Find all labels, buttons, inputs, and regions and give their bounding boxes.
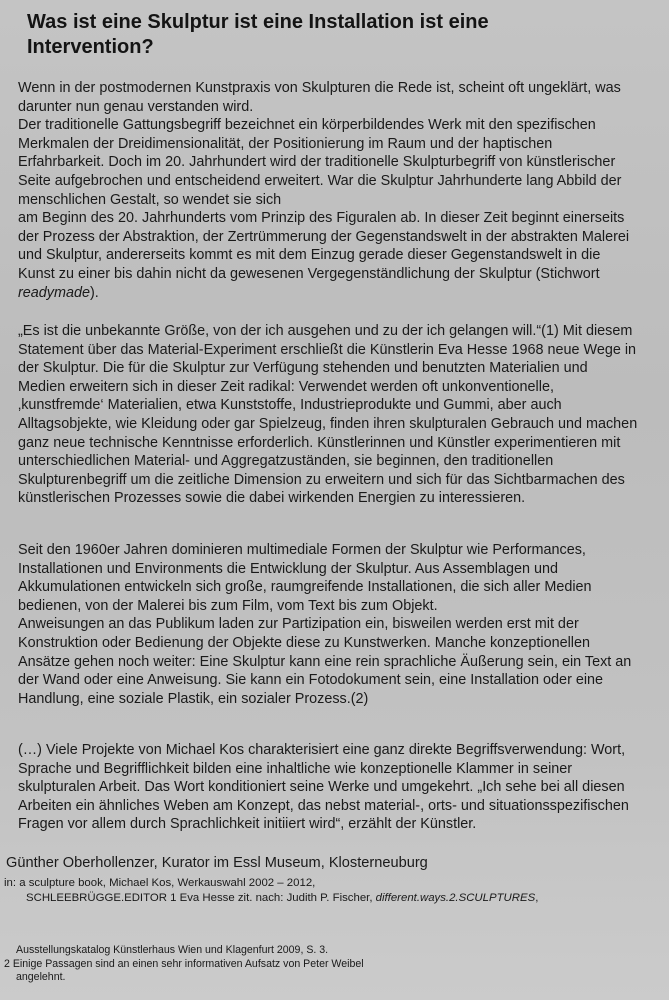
text-line: Anweisungen an das Publikum laden zur Partizipation ein, bisweilen werden erst mit der (18, 616, 579, 633)
source-fragment: , (535, 891, 539, 904)
text-line: Ansätze gehen noch weiter: Eine Skulptur kann eine rein sprachliche Äußerung sein, ein Text an (18, 653, 632, 670)
text-line: Skulpturenbegriff um die zeitliche Dimension zu erweitern und sich für das Sichtbarmachen des (18, 471, 625, 488)
text-line: Handlung, eine soziale Plastik, ein sozialer Prozess.(2) (18, 690, 369, 707)
text-line: Sprache und Begrifflichkeit bilden eine inhaltliche wie konzeptionelle Klammer in seiner (18, 760, 573, 777)
text-line: darunter nun genau verstanden wird. (18, 98, 254, 115)
footnote-line: angelehnt. (16, 971, 66, 983)
text-fragment: ). (90, 284, 99, 301)
title-line: Was ist eine Skulptur ist eine Installation ist eine (27, 11, 489, 33)
text-line: und Skulptur, andererseits kommt es mit dem Einzug gerade dieser Gegenstandswelt in die (18, 247, 601, 264)
text-line: der Wand oder eine Anweisung. Sie kann ein Fotodokument sein, eine Installation oder eine (18, 672, 604, 689)
text-line: Akkumulationen entwickeln sich große, raumgreifende Installationen, die sich aller Medien (18, 579, 592, 596)
text-line: ‚kunstfremde‘ Materialien, etwa Kunststoffe, Industrieprodukte und Gummi, aber auch (18, 397, 562, 414)
text-line: Seite aufgebrochen und entscheidend erweitert. War die Skulptur Jahrhunderte lang Abbild der (18, 172, 622, 189)
text-line: Alltagsobjekte, wie Kleidung oder gar Spielzeug, finden ihren skulpturalen Gebrauch und machen (18, 415, 638, 432)
text-line: Kunst zu einer bis dahin nicht da gewesenen Vergegenständlichung der Skulptur (Stichwort (18, 265, 600, 282)
text-line: unterschiedlichen Material- und Aggregatzuständen, sie beginnen, den traditionellen (18, 453, 554, 470)
text-line: Fragen vor allem durch Sprachlichkeit initiiert wird“, erzählt der Künstler. (18, 816, 477, 833)
text-line: Seit den 1960er Jahren dominieren multimediale Formen der Skulptur wie Performances, (18, 542, 586, 558)
text-line: ganz neue technische Kenntnisse erforderlich. Künstlerinnen und Künstler experimentieren mit (18, 434, 621, 451)
paragraph-multimedia (6, 541, 666, 708)
text-line: Medien erweitern sich in dieser Zeit radikal: Verwendet werden oft unkonventionelle, (18, 378, 554, 395)
source-line: in: a sculpture book, Michael Kos, Werkauswahl 2002 – 2012, (4, 877, 316, 889)
text-line: (…) Viele Projekte von Michael Kos charakterisiert eine ganz direkte Begriffsverwendung: Wort, (18, 742, 626, 758)
italic-title: different.ways.2.SCULPTURES (375, 891, 536, 904)
title-line: Intervention? (27, 36, 154, 58)
text-line: Der traditionelle Gattungsbegriff bezeichnet ein körperbildendes Werk mit den spezifischen (18, 117, 596, 134)
text-line: Statement über das Material-Experiment erschließt die Künstlerin Eva Hesse 1968 neue Wege in (18, 341, 637, 358)
text-line: Merkmalen der Dreidimensionalität, der Positionierung im Raum und der haptischen (18, 135, 553, 152)
text-line: Wenn in der postmodernen Kunstpraxis von Skulpturen die Rede ist, scheint oft ungeklärt, was (18, 80, 621, 96)
text-line: der Prozess der Abstraktion, der Zertrümmerung der Gegenstandswelt in der abstrakten Malerei (18, 228, 630, 245)
text-line: Arbeiten ein ähnliches Weben am Konzept, das nebst material-, orts- und situationsspezifischen (18, 797, 629, 814)
text-line: „Es ist die unbekannte Größe, von der ich ausgehen und zu der ich gelangen will.“(1) Mit diesem (18, 323, 633, 339)
paragraph-intro (6, 79, 666, 302)
paragraph-michael-kos (6, 741, 666, 834)
paragraph-material (6, 322, 666, 508)
footnote-line: 2 Einige Passagen sind an einen sehr informativen Aufsatz von Peter Weibel (4, 957, 364, 970)
text-line: Erfahrbarkeit. Doch im 20. Jahrhundert wird der traditionelle Skulpturbegriff von künstlerischer (18, 154, 616, 171)
document-title (27, 10, 627, 60)
footnotes (4, 944, 364, 985)
text-line: künstlerischen Prozesses sowie die dabei wirkenden Energien zu interessieren. (18, 490, 526, 507)
text-line: am Beginn des 20. Jahrhunderts vom Prinzip des Figuralen ab. In dieser Zeit beginnt einerseits (18, 210, 625, 227)
author-credit: Günther Oberhollenzer, Kurator im Essl Museum, Klosterneuburg (6, 855, 428, 871)
footnote-line: Ausstellungskatalog Künstlerhaus Wien und Klagenfurt 2009, S. 3. (16, 944, 329, 956)
italic-term: readymade (18, 284, 90, 301)
text-line: Installationen und Environments die Entwicklung der Skulptur. Aus Assemblagen und (18, 560, 558, 577)
text-line: menschlichen Gestalt, so wendet sie sich (18, 191, 282, 208)
text-line: skulpturalen Arbeit. Das Wort konditioniert seine Werke und umgekehrt. „Ich sehe bei all diesen (18, 779, 625, 796)
text-line: Konstruktion oder Bedienung der Objekte diese zu Kunstwerken. Manche konzeptionellen (18, 634, 590, 651)
source-line (4, 891, 538, 906)
text-line: bedienen, von der Malerei bis zum Film, vom Text bis zum Objekt. (18, 597, 438, 614)
source-citation (4, 876, 538, 905)
text-line: der Skulptur. Die für die Skulptur zur Verfügung stehenden und benutzten Materialien und (18, 360, 588, 377)
text-line (6, 284, 666, 303)
source-fragment: SCHLEEBRÜGGE.EDITOR 1 Eva Hesse zit. nach: Judith P. Fischer, (26, 891, 376, 904)
